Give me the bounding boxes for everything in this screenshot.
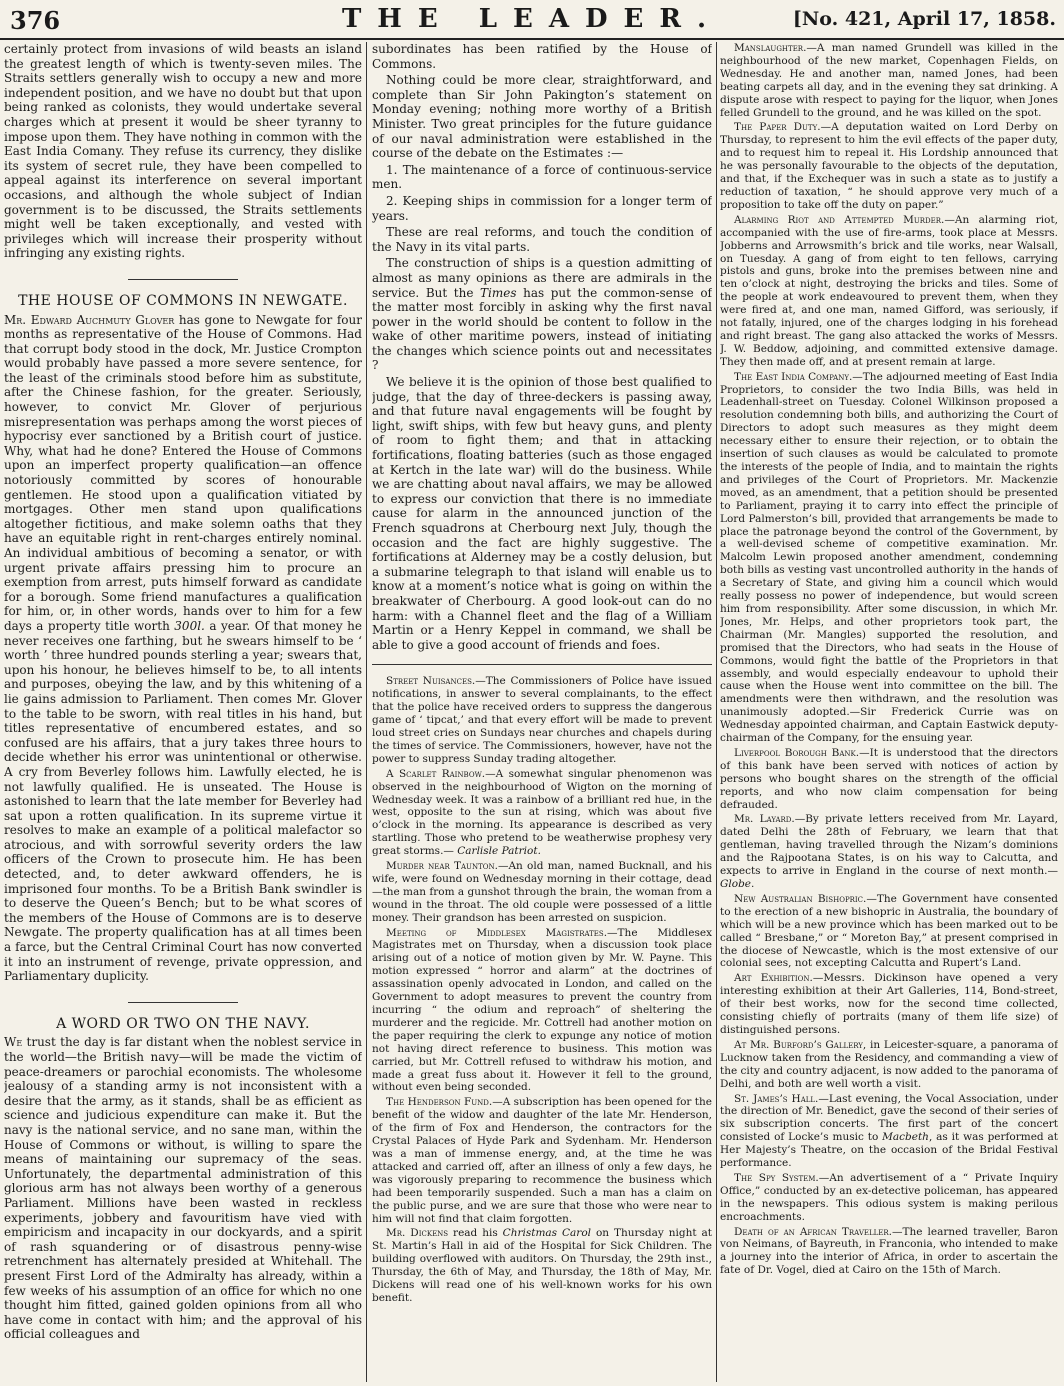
article-heading-navy: A WORD OR TWO ON THE NAVY. <box>56 1015 310 1032</box>
paragraph: We trust the day is far distant when the noblest service in the world—the British navy—will be made the victim of peace-dreamers or parochial economists. The wholesome jealousy of a standing army is not inconsistent with a desire that the army, as it stands, shall be as efficient as science and judicious expenditure can make it. But the navy is the national service, and no sane man, within the House of Commons or without, is willing to spare the means of maintaining our supremacy of the seas. Unfortunately, the departmental administration of this glorious arm has not always been worthy of a generous Parliament. Millions have been wasted in reckless experiments, jobbery and favouritism have vied with empiricism and incapacity in our dockyards, and a spirit of rash squandering or of disastrous penny-wise retrenchment has alternately presided at Whitehall. The present First Lord of the Admiralty has already, within a few weeks of his assumption of an office for which no one thought him fitted, gained golden opinions from all who have come in contact with him; and the approval of his official colleagues and <box>4 1035 362 1342</box>
section-rule <box>128 279 238 280</box>
news-item: The Spy System.—An advertisement of a “ Private Inquiry Office,” conducted by an ex-detective policeman, has appeared in the newspapers. This odious system is making perilous encroachments. <box>720 1171 1058 1223</box>
news-item: Mr. Layard.—By private letters received from Mr. Layard, dated Delhi the 28th of February, we learn that that gentleman, having travelled through the Nizam’s dominions and the Rajpootana States, is on his way to Calcutta, and expects to arrive in England in the course of next month.—Globe. <box>720 813 1058 890</box>
news-item: Death of an African Traveller.—The learned traveller, Baron von Neimans, of Bayreuth, in Franconia, who intended to make a journey into the interior of Africa, in order to ascertain the fate of Dr. Vogel, died at Cairo on the 15th of March. <box>720 1225 1058 1277</box>
issue-date: [No. 421, April 17, 1858. <box>792 8 1056 30</box>
news-item: The Paper Duty.—A deputation waited on Lord Derby on Thursday, to represent to him the evil effects of the paper duty, and to request him to repeal it. His Lordship announced that he was personally favourable to the objects of the deputation, and that, if the Exchequer was in such a state as to justify a reduction of taxation, “ he should approve very much of a proposition to take off the duty on paper.” <box>720 121 1058 211</box>
newspaper-title: THE LEADER. <box>341 4 723 34</box>
paragraph: These are real reforms, and touch the condition of the Navy in its vital parts. <box>372 225 712 254</box>
column-1 <box>4 42 362 1382</box>
paragraph: We believe it is the opinion of those best qualified to judge, that the day of three-deckers is passing away, and that future naval engagements will be fought by light, swift ships, with few but heavy guns, and plenty of room to fight them; and that in attacking fortifications, floating batteries (such as those engaged at Kertch in the late war) will do the business. While we are chatting about naval affairs, we may be allowed to express our conviction that there is no immediate cause for alarm in the announced junction of the French squadrons at Cherbourg next July, though the occasion and the fact are highly suggestive. The fortifications at Alderney may be a costly delusion, but a submarine telegraph to that island will enable us to know at a moment’s notice what is going on within the breakwater of Cherbourg. A good look-out can do no harm: with a Channel fleet and the flag of a William Martin or a Henry Keppel in command, we shall be able to give a good account of friends and foes. <box>372 375 712 652</box>
lead-in: Mr. Edward Auchmuty Glover <box>4 312 175 327</box>
news-item: Murder near Taunton.—An old man, named Bucknall, and his wife, were found on Wednesday morning in their cottage, dead—the man from a gunshot through the brain, the woman from a wound in the throat. The old couple were possessed of a little money. Their grandson has been arrested on suspicion. <box>372 860 712 924</box>
news-item: Street Nuisances.—The Commissioners of Police have issued notifications, in answer to several complainants, to the effect that the police have received orders to suppress the dangerous game of ‘ tipcat,’ and that every effort will be made to prevent loud street cries on Sundays near churches and chapels during the times of service. The Commissioners, however, have not the power to suppress Sunday trading altogether. <box>372 675 712 765</box>
paragraph: Nothing could be more clear, straightforward, and complete than Sir John Pakington’s statement on Monday evening; nothing more worthy of a British Minister. Two great principles for the future guidance of our naval administration were established in the course of the debate on the Estimates :— <box>372 73 712 161</box>
news-item: St. James’s Hall.—Last evening, the Vocal Association, under the direction of Mr. Benedict, gave the second of their series of six subscription concerts. The first part of the concert consisted of Locke’s music to Macbeth, as it was performed at Her Majesty’s Theatre, on the occasion of the Bridal Festival performance. <box>720 1092 1058 1170</box>
paragraph: subordinates has been ratified by the House of Commons. <box>372 42 712 71</box>
column-divider <box>366 42 367 1382</box>
paragraph: Mr. Edward Auchmuty Glover has gone to Newgate for four months as representative of the House of Commons. Had that corrupt body stood in the dock, Mr. Justice Crompton would probably have passed a more severe sentence, for the least of the criminals stood before him as substitute, after the Chinese fashion, for the greater. Seriously, however, to convict Mr. Glover of perjurious misrepresentation was perhaps among the worst pieces of hypocrisy ever sanctioned by a British court of justice. Why, what had he done? Entered the House of Commons upon an imperfect property qualification—an offence notoriously committed by scores of honourable gentlemen. He stood upon a qualification vitiated by mortgages. Other men stand upon qualifications altogether fictitious, and make solemn oaths that they have an equitable right in rent-charges entirely nominal. An individual ambitious of becoming a senator, or with urgent private affairs pressing him to procure an exemption from arrest, puts himself forward as candidate for a borough. Some friend manufactures a qualification for him, or, in other words, hands over to him for a few days a property title worth 300l. a year. Of that money he never receives one farthing, but he swears himself to be ‘ worth ’ three hundred pounds sterling a year; swears that, upon his honour, he believes himself to be, to all intents and purposes, obeying the law, and by this whitening of a lie gains admission to Parliament. Then comes Mr. Glover to the table to be sworn, with real titles in his hand, but titles representative of encumbered estates, and so confused are his affairs, that a jury takes three hours to decide whether his error was unintentional or otherwise. A cry from Beverley follows him. Lawfully elected, he is not lawfully qualified. He is unseated. The House is astonished to learn that the late member for Beverley had sat upon a rotten qualification. In its supreme virtue it resolves to make an example of a political malefactor so atrocious, and with sorrowful severity orders the law officers of the Crown to prosecute him. He has been detected, and, to deter awkward offenders, he is imprisoned four months. To be a British Bank swindler is to deserve the Queen’s Bench; but to be what scores of the members of the House of Commons are is to deserve Newgate. The property qualification has at all times been a farce, but the Central Criminal Court has now converted it into an instrument of revenge, private oppression, and Parliamentary duplicity. <box>4 312 362 984</box>
news-item: Alarming Riot and Attempted Murder.—An alarming riot, accompanied with the use of fire-arms, took place at Messrs. Jobberns and Arrowsmith’s brick and tile works, near Walsall, on Tuesday. A gang of from eight to ten fellows, carrying pistols and guns, broke into the premises between nine and ten o’clock at night, destroying the bricks and tiles. Some of the people at work endeavoured to prevent them, when they were fired at, and one man, named Gifford, was seriously, if not fatally, injured, one of the charges lodging in his forehead and right breast. The gang also attacked the works of Messrs. J. W. Beddow, adjoining, and committed extensive damage. They then made off, and at present remain at large. <box>720 213 1058 368</box>
article-heading-newgate: THE HOUSE OF COMMONS IN NEWGATE. <box>18 292 348 309</box>
paragraph: certainly protect from invasions of wild beasts an island the greatest length of which is twenty-seven miles. The Straits settlers generally wish to occupy a new and more independent position, and we have no doubt but that upon being ranked as colonists, they would undertake several charges which at present it would be sheer tyranny to impose upon them. They have nothing in common with the East India Comany. They refuse its currency, they dislike its system of secret rule, they have been compelled to appeal against its interference on several important occasions, and although the whole subject of Indian government is to be discussed, the Straits settlements might well be taken exceptionally, and vested with privileges which will increase their prosperity without infringing any existing rights. <box>4 42 362 261</box>
news-item: The Henderson Fund.—A subscription has been opened for the benefit of the widow and daughter of the late Mr. Henderson, of the firm of Fox and Henderson, the contractors for the Crystal Palaces of Hyde Park and Sydenham. Mr. Henderson was a man of immense energy, and, at the time he was attacked and carried off, after an illness of only a few days, he was vigorously preparing to recommence the business which had been temporarily suspended. Such a man has a claim on the public purse, and we are sure that those who were near to him will not find that claim forgotten. <box>372 1096 712 1225</box>
news-item: Mr. Dickens read his Christmas Carol on Thursday night at St. Martin’s Hall in aid of the Hospital for Sick Children. The building overflowed with auditors. On Thursday, the 29th inst., Thursday, the 6th of May, and Thursday, the 18th of May, Mr. Dickens will read one of his well-known works for his own benefit. <box>372 1227 712 1304</box>
column-3 <box>720 42 1058 1382</box>
news-item: A Scarlet Rainbow.—A somewhat singular phenomenon was observed in the neighbourhood of Wigton on the morning of Wednesday week. It was a rainbow of a brilliant red hue, in the west, opposite to the sun at rising, which was about five o’clock in the morning. Its appearance is described as very startling. Those who pretend to be weatherwise prophesy very great storms.— Carlisle Patriot. <box>372 767 712 858</box>
masthead <box>0 0 1064 40</box>
newspaper-name: Times <box>480 285 517 300</box>
list-item: 2. Keeping ships in commission for a longer term of years. <box>372 193 712 223</box>
section-rule <box>128 1002 238 1003</box>
news-item: Liverpool Borough Bank.—It is understood that the directors of this bank have been served with notices of action by persons who bought shares on the strength of the official reports, and who now claim compensation for being defrauded. <box>720 746 1058 811</box>
news-item: Manslaughter.—A man named Grundell was killed in the neighbourhood of the new market, Copenhagen Fields, on Wednesday. He and another man, named Jones, had been beating carpets all day, and in the evening they sat drinking. A dispute arose with respect to paying for the liquor, when Jones felled Grundell to the ground, and he was killed on the spot. <box>720 42 1058 119</box>
news-item: The East India Company.—The adjourned meeting of East India Proprietors, to consider the two India Bills, was held in Leadenhall-street on Tuesday. Colonel Wilkinson proposed a resolution condemning both bills, and authorizing the Court of Directors to adopt such measures as they might deem necessary either to ensure their rejection, or to obtain the insertion of such clauses as would be calculated to promote the interests of the people of India, and to maintain the rights and privileges of the Court of Proprietors. Mr. Mackenzie moved, as an amendment, that a petition should be presented to Parliament, praying it to carry into effect the principle of Lord Palmerston’s bill, provided that arrangements be made to place the patronage beyond the control of the Government, by a well-devised scheme of competitive examination. Mr. Malcolm Lewin proposed another amendment, condemning both bills as vesting vast uncontrolled authority in the hands of a Secretary of State, and giving him a council which would really possess no power of independence, but would screen him from responsibility. After some discussion, in which Mr. Jones, Mr. Helps, and other proprietors took part, the Chairman (Mr. Mangles) supported the resolution, and promised that the Directors, who had seats in the House of Commons, would fight the battle of the Proprietors in that assembly, and would especially endeavour to uphold their cause when the House went into committee on the bill. The amendments were then withdrawn, and the resolution was unanimously adopted.—Sir Frederick Currie was on Wednesday appointed chairman, and Captain Eastwick deputy-chairman of the Company, for the ensuing year. <box>720 370 1058 745</box>
list-item: 1. The maintenance of a force of continuous-service men. <box>372 162 712 192</box>
page-number: 376 <box>10 6 61 35</box>
column-divider <box>716 42 717 1382</box>
lead-in: We <box>4 1035 23 1050</box>
section-rule <box>372 664 712 665</box>
news-item: At Mr. Burford’s Gallery, in Leicester-square, a panorama of Lucknow taken from the Residency, and commanding a view of the city and country adjacent, is now added to the panorama of Delhi, and both are well worth a visit. <box>720 1038 1058 1090</box>
paragraph: The construction of ships is a question admitting of almost as many opinions as there are admirals in the service. But the Times has put the common-sense of the matter most forcibly in asking why the first naval power in the world should be content to follow in the wake of other maritime powers, instead of initiating the changes which science points out and necessitates ? <box>372 256 712 373</box>
amount: 300l. <box>174 618 205 633</box>
news-item: Meeting of Middlesex Magistrates.—The Middlesex Magistrates met on Thursday, when a discussion took place arising out of a notice of motion given by Mr. W. Payne. This motion expressed “ horror and alarm” at the doctrines of assassination openly advocated in London, and called on the Government to adopt measures to prevent the country from incurring “ the odium and reproach” of sheltering the murderer and the regicide. Mr. Cottrell had another motion on the paper requiring the clerk to expunge any notice of motion not having direct reference to business. This motion was carried, but Mr. Cottrell refused to withdraw his motion, and made a great fuss about it. However it fell to the ground, without even being seconded. <box>372 926 712 1094</box>
column-2 <box>372 42 712 1382</box>
news-item: Art Exhibition.—Messrs. Dickinson have opened a very interesting exhibition at their Art Galleries, 114, Bond-street, of their best works, now for the second time collected, consisting chiefly of portraits (many of them life size) of distinguished persons. <box>720 972 1058 1036</box>
news-item: New Australian Bishopric.—The Government have consented to the erection of a new bishopric in Australia, the boundary of which will be a new province which has been marked out to be called “ Bresbane,” or “ Moreton Bay,” at present comprised in the diocese of Newcastle, which is the most extensive of our colonial sees, not excepting Calcutta and Rupert’s Land. <box>720 892 1058 970</box>
